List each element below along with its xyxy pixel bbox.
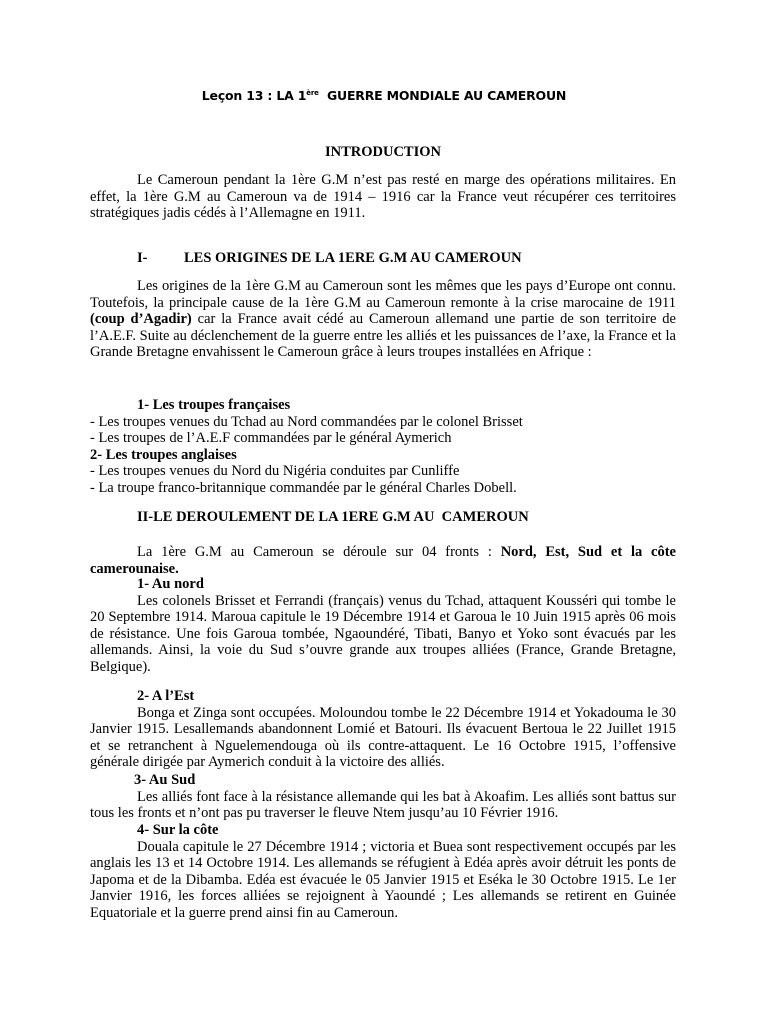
front-south-label: 3- Au Sud [134, 772, 196, 788]
section2-heading: II-LE DEROULEMENT DE LA 1ERE G.M AU CAMEROUN [137, 509, 529, 525]
lesson-title [0, 88, 768, 103]
section1-text-bold: (coup d’Agadir) [90, 311, 192, 328]
front-south-text: Les alliés font face à la résistance allemande qui les bat à Akoafim. Les alliés sont battus sur tous les fronts et n’ont pas pu traverser le fleuve Ntem jusqu’au 10 Février 1916. [90, 788, 676, 822]
front-north-label: 1- Au nord [137, 576, 204, 592]
section1-text-a: Les origines de la 1ère G.M au Cameroun sont les mêmes que les pays d’Europe ont connu. Toutefois, la principale cause de la 1ère G.M au Cameroun remonte à la crise marocaine de 1911 [90, 278, 676, 311]
section2-intro-text: La 1ère G.M au Cameroun se déroule sur 04 fronts : [137, 544, 501, 560]
troops-french-item: - Les troupes venues du Tchad au Nord commandées par le colonel Brisset [90, 413, 523, 430]
section1-heading [90, 250, 676, 267]
troops-french-item: - Les troupes de l’A.E.F commandées par le général Aymerich [90, 430, 452, 447]
title-suffix: GUERRE MONDIALE AU CAMEROUN [318, 88, 567, 103]
front-east [90, 688, 676, 771]
troops-english-item: - Les troupes venues du Nord du Nigéria conduites par Cunliffe [90, 463, 460, 480]
troops-french-heading: 1- Les troupes françaises [137, 397, 291, 413]
intro-heading: INTRODUCTION [324, 144, 441, 160]
front-east-text: Bonga et Zinga sont occupées. Moloundou tombe le 22 Décembre 1914 et Yokadouma le 30 Janvier 1915. Lesallemands abandonnent Lomié et Batouri. Ils évacuent Bertoua le 22 Juillet 1915 et se retranchent à Nguelemendouga où ils contre-attaquent. Le 16 Octobre 1915, l’offensive générale dirigée par Aymerich conduit à la victoire des alliés. [90, 704, 676, 771]
front-north-text: Les colonels Brisset et Ferrandi (français) venus du Tchad, attaquent Kousséri qui tombe le 20 Septembre 1914. Maroua capitule le 19 Décembre 1914 et Garoua le 10 Juin 1915 après 06 mois de résistance. Une fois Garoua tombée, Ngaoundéré, Tibati, Banyo et Yoko sont évacués par les allemands. Ainsi, la voie du Sud s’ouvre grande aux troupes alliées (France, Grande Bretagne, Belgique). [90, 592, 676, 675]
front-north [90, 576, 676, 676]
title-prefix: Leçon 13 : LA 1 [201, 88, 307, 103]
front-coast-text: Douala capitule le 27 Décembre 1914 ; victoria et Buea sont respectivement occupés par les anglais les 13 et 14 Octobre 1914. Les allemands se réfugient à Edéa après avoir détruit les ponts de Japoma et de la Dibamba. Edéa est évacuée le 05 Janvier 1915 et Eséka le 30 Octobre 1915. Le 1er Janvier 1916, les forces alliées se rejoignent à Yaoundé ; Les allemands se retirent en Guinée Equatoriale et la guerre prend ainsi fin au Cameroun. [90, 838, 676, 921]
troops-english-item: - La troupe franco-britannique commandée par le général Charles Dobell. [90, 479, 517, 496]
section2-intro [90, 544, 676, 577]
troops-english-heading: 2- Les troupes anglaises [90, 446, 237, 463]
front-south [90, 772, 676, 822]
front-coast-label: 4- Sur la côte [137, 822, 219, 838]
section1-text-b: car la France avait cédé au Cameroun allemand une partie de son territoire de l’A.E.F. Suite au déclenchement de la guerre entre les alliés et les puissances de l’axe, la France et la Grande Bretagne envahissent le Cameroun grâce à leurs troupes installées en Afrique : [90, 311, 676, 361]
front-east-label: 2- A l’Est [137, 688, 195, 704]
title-superscript: ère [306, 89, 319, 97]
front-coast [90, 822, 676, 922]
section1-number: I- [137, 250, 148, 266]
troops-list [90, 397, 676, 497]
section2-intro-bold: Nord, Est, Sud et la côte camerounaise. [90, 544, 676, 577]
intro-paragraph: Le Cameroun pendant la 1ère G.M n’est pas resté en marge des opérations militaires. En effet, la 1ère G.M au Cameroun va de 1914 – 1916 car la France veut récupérer ces territoires stratégiques jadis cédés à l’Allemagne en 1911. [90, 172, 676, 222]
section1-paragraph [90, 278, 676, 361]
section1-title: LES ORIGINES DE LA 1ERE G.M AU CAMEROUN [184, 250, 522, 266]
